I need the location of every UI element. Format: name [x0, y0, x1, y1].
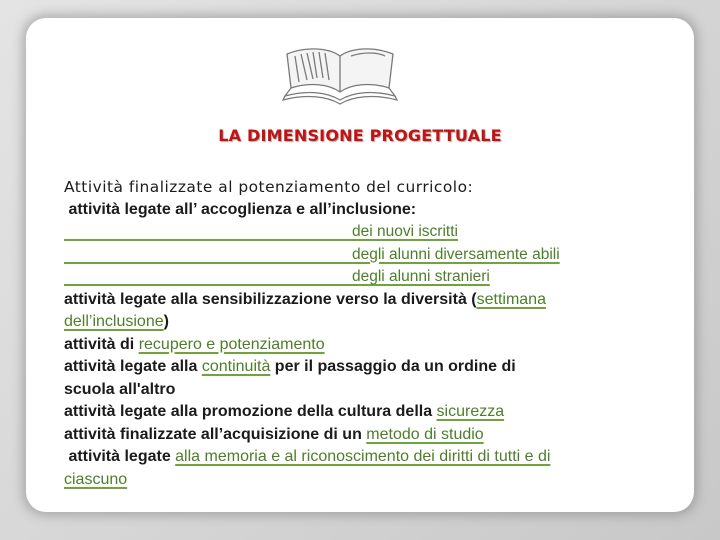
list-item-sensibilizzazione-cont — [64, 311, 684, 334]
sicurezza-text: attività legate alla promozione della cultura della — [64, 403, 437, 420]
list-item-continuita-cont: scuola all'altro — [64, 380, 176, 398]
sub-item-label[interactable]: degli alunni stranieri — [352, 268, 490, 285]
memoria-text: attività legate — [68, 448, 176, 465]
ciascuno-link[interactable]: ciascuno — [64, 470, 128, 488]
list-item-metodo — [64, 424, 684, 447]
continuita-text: attività legate alla — [64, 358, 202, 375]
sicurezza-link[interactable]: sicurezza — [436, 403, 505, 420]
memoria-link[interactable]: alla memoria e al riconoscimento dei diritti di tutti e di — [175, 448, 551, 465]
metodo-text: attività finalizzate all’acquisizione di un — [64, 425, 367, 443]
intro-text: Attività finalizzate al potenziamento del curricolo: — [64, 178, 474, 196]
sensibilizzazione-text: attività legate alla sensibilizzazione verso la diversità ( — [64, 290, 477, 308]
list-item-memoria — [64, 446, 684, 469]
metodo-link[interactable]: metodo di studio — [366, 425, 484, 443]
open-book-icon — [277, 42, 403, 106]
closing-paren: ) — [163, 313, 169, 330]
sub-item-rule — [64, 262, 352, 264]
activity-list — [64, 176, 684, 491]
list-item-sensibilizzazione — [64, 289, 684, 312]
sub-item-stranieri[interactable] — [64, 266, 684, 289]
page-title: LA DIMENSIONE PROGETTUALE — [218, 126, 502, 145]
list-item-recupero — [64, 334, 684, 357]
continuita-link[interactable]: continuità — [201, 358, 271, 375]
sub-item-diversamente-abili[interactable] — [64, 244, 684, 267]
sub-item-rule — [64, 239, 352, 241]
inclusione-link[interactable]: dell’inclusione — [64, 313, 164, 330]
recupero-text: attività di — [64, 335, 139, 353]
list-item-continuita — [64, 356, 684, 379]
settimana-link[interactable]: settimana — [476, 290, 546, 308]
list-item-memoria-cont — [64, 469, 684, 492]
list-item-sicurezza — [64, 401, 684, 424]
sub-item-label[interactable]: dei nuovi iscritti — [352, 223, 458, 240]
accoglienza-text: attività legate all’ accoglienza e all’inclusione: — [68, 200, 417, 218]
continuita-suffix: per il passaggio da un ordine di — [270, 358, 516, 375]
sub-item-rule — [64, 284, 352, 286]
recupero-link[interactable]: recupero e potenziamento — [138, 335, 325, 353]
sub-item-label[interactable]: degli alunni diversamente abili — [352, 245, 560, 263]
sub-item-nuovi-iscritti[interactable] — [64, 221, 684, 244]
list-item-accoglienza — [64, 199, 684, 222]
